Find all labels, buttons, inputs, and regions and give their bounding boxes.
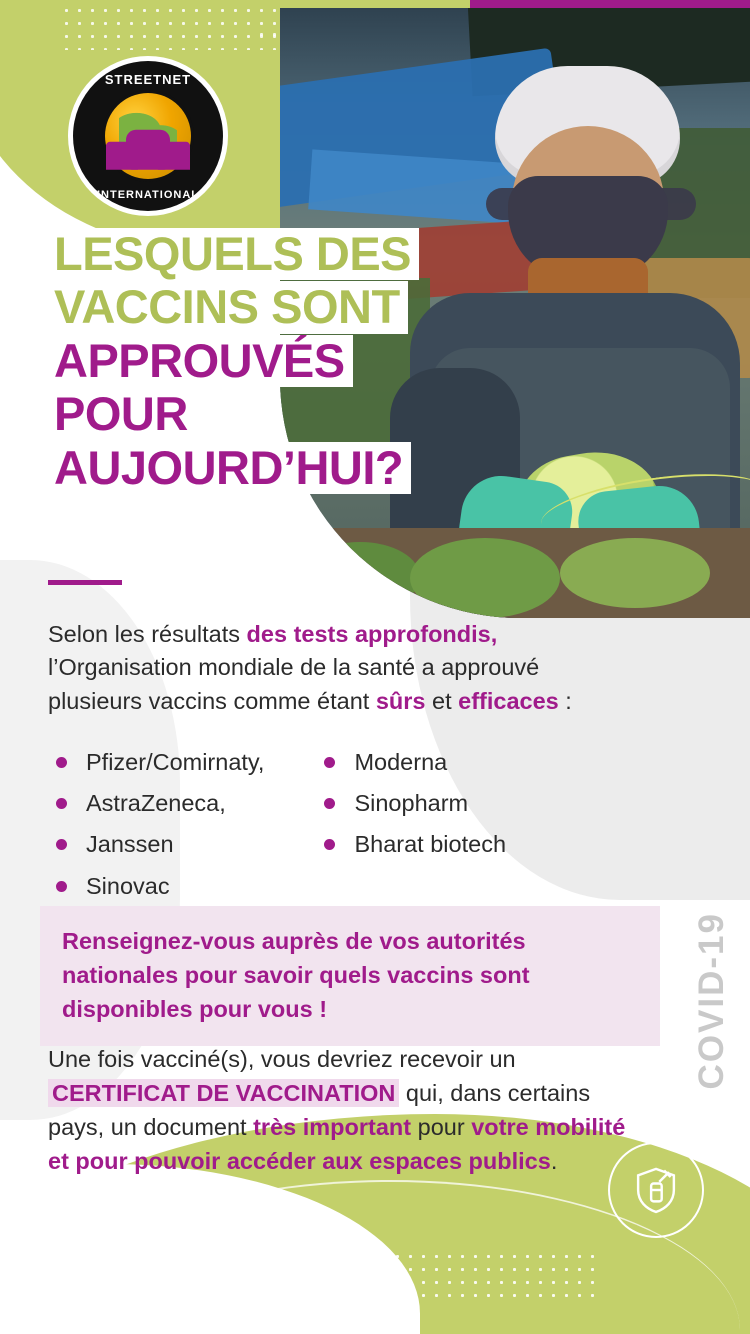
logo-bottom-text: INTERNATIONAL bbox=[96, 189, 199, 201]
closing-part-3: pour bbox=[411, 1114, 472, 1141]
fist-icon bbox=[126, 130, 170, 170]
closing-strong-2: votre mobilité et pour pouvoir accéder aux espaces publics bbox=[48, 1114, 626, 1175]
intro-strong-2: sûrs bbox=[375, 687, 426, 714]
closing-part-4: . bbox=[550, 1148, 558, 1175]
page-title bbox=[48, 228, 478, 495]
headline-line-3: APPROUVÉS bbox=[48, 335, 353, 387]
closing-part-1: Une fois vacciné(s), vous devriez recevoir un bbox=[48, 1046, 516, 1072]
logo-disc bbox=[73, 61, 223, 211]
photo-produce-1 bbox=[300, 542, 420, 612]
headline-line-4: POUR bbox=[48, 388, 196, 440]
divider-rule bbox=[48, 580, 122, 585]
intro-paragraph bbox=[48, 618, 628, 718]
approved-vaccines-lists bbox=[48, 748, 668, 913]
closing-strong-1: très important bbox=[253, 1114, 412, 1141]
logo-top-text: STREETNET bbox=[104, 72, 192, 87]
intro-part-4: : bbox=[558, 687, 572, 714]
photo-produce-3 bbox=[560, 538, 710, 608]
list-item: Pfizer/Comirnaty, bbox=[48, 748, 264, 776]
headline-line-2: VACCINS SONT bbox=[48, 281, 408, 333]
headline-line-5: AUJOURD’HUI? bbox=[48, 442, 411, 494]
vaccine-list-right bbox=[316, 748, 506, 913]
list-item: Bharat biotech bbox=[316, 830, 506, 858]
list-item: AstraZeneca, bbox=[48, 789, 264, 817]
intro-part-2: l’Organisation mondiale de la santé a approuvé plusieurs vaccins comme étant bbox=[48, 654, 540, 714]
streetnet-logo bbox=[68, 56, 228, 216]
intro-part-3: et bbox=[425, 687, 459, 714]
intro-strong-1: des tests approfondis, bbox=[246, 621, 498, 647]
certificate-highlight: CERTIFICAT DE VACCINATION bbox=[48, 1079, 399, 1107]
closing-paragraph bbox=[48, 1042, 628, 1178]
covid-vertical-label: COVID-19 bbox=[692, 912, 731, 1090]
list-item: Sinopharm bbox=[316, 789, 506, 817]
intro-part-1: Selon les résultats bbox=[48, 621, 247, 647]
photo-produce-2 bbox=[410, 538, 560, 618]
intro-strong-3: efficaces bbox=[458, 687, 559, 714]
list-item: Janssen bbox=[48, 830, 264, 858]
closing-part-2: qui, dans certains pays, un document bbox=[48, 1080, 591, 1141]
callout-box: Renseignez-vous auprès de vos autorités nationales pour savoir quels vaccins sont disponibles pour vous ! bbox=[40, 906, 660, 1046]
headline-line-1: LESQUELS DES bbox=[48, 228, 419, 280]
list-item: Sinovac bbox=[48, 872, 264, 900]
vaccine-list-left bbox=[48, 748, 264, 913]
list-item: Moderna bbox=[316, 748, 506, 776]
